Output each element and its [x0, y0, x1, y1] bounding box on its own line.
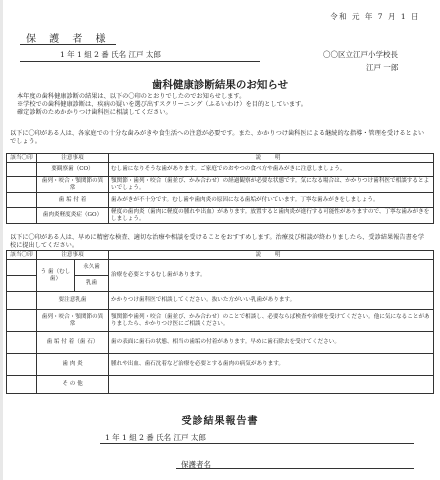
- table-row: [7, 310, 434, 332]
- item-cell: そ の 他: [37, 376, 109, 394]
- item-cell: 歯列・咬合・顎関節の異常: [37, 177, 109, 193]
- section1-instructions: 以下に〇印がある人は、各家庭での十分な歯みがきや食生活への注意が必要です。また、かかりつけ歯科医による継続的な指導・管理を受けるとよいでしょう。: [10, 130, 425, 146]
- check-cell[interactable]: [7, 354, 37, 376]
- header-check: 該当〇印: [7, 251, 37, 260]
- header-check: 該当〇印: [7, 154, 37, 163]
- check-cell[interactable]: [7, 292, 37, 310]
- table-row: [7, 260, 434, 276]
- page-fold-shadow: [0, 0, 3, 480]
- check-cell[interactable]: [7, 260, 37, 276]
- desc-cell: 顎関節や歯列・咬合（歯並び、かみ合わせ）のことで相談し、必要ならば検査や治療を受けてください。他に気になることがありましたら、かかりつけ医にご相談ください。: [109, 310, 434, 332]
- table-row: [7, 292, 434, 310]
- item-cell: 歯 肉 炎: [37, 354, 109, 376]
- item-cell: 要注意乳歯: [37, 292, 109, 310]
- item-cell: 要観察歯（CO）: [37, 163, 109, 177]
- item-cell: 歯列・咬合・顎関節の異常: [37, 310, 109, 332]
- check-cell[interactable]: [7, 276, 37, 292]
- section1-table: [6, 153, 434, 224]
- principal-name: 江戸 一郎: [366, 63, 399, 72]
- document-date: 令和 元 年 7 月 1 日: [330, 12, 420, 21]
- table-row: [7, 193, 434, 208]
- student-class-line: 1 年 1 組 2 番 氏名 江戸 太郎: [60, 50, 161, 59]
- check-cell[interactable]: [7, 193, 37, 208]
- item-cell: 歯 垢 付 着: [37, 193, 109, 208]
- check-cell[interactable]: [7, 332, 37, 354]
- check-cell[interactable]: [7, 163, 37, 177]
- desc-cell: 治療を必要とするむし歯があります。: [109, 260, 434, 292]
- addressee: 保 護 者 様: [26, 34, 111, 45]
- section2-instructions: 以下に〇印がある人は、早めに精密な検査、適切な治療や相談を受けることをおすすめします。治療及び相談が終わりましたら、受診結果報告書を学校に提出してください。: [10, 234, 425, 250]
- guardian-name-line[interactable]: [176, 468, 414, 469]
- check-cell[interactable]: [7, 310, 37, 332]
- table-row: [7, 177, 434, 193]
- table-row: [7, 376, 434, 394]
- check-cell[interactable]: [7, 376, 37, 394]
- group-cell: う 歯（むし歯）: [37, 260, 75, 292]
- class-line-underline: [20, 61, 260, 62]
- desc-cell: 軽度の歯肉炎（歯肉に軽度の腫れや出血）があります。放置すると歯肉炎が進行する可能性がありますので、丁寧な歯みがきをしましょう。: [109, 208, 434, 224]
- table-row: [7, 208, 434, 224]
- section2-table: [6, 250, 434, 394]
- header-item: 注意事項: [37, 251, 109, 260]
- intro-line: ※学校での歯科健康診断は、疾病の疑いを選び出すスクリーニング（ふるいわけ）を目的としています。: [17, 101, 307, 108]
- notice-title: 歯科健康診断結果のお知らせ: [151, 79, 289, 91]
- item-cell: 乳歯: [75, 276, 109, 292]
- table-row: [7, 332, 434, 354]
- desc-cell: 歯の表面に歯石の状態、相当の歯垢の付着があります。早めに歯石除去を受けてください。: [109, 332, 434, 354]
- item-cell: 永久歯: [75, 260, 109, 276]
- check-cell[interactable]: [7, 177, 37, 193]
- table-row: [7, 163, 434, 177]
- addressee-underline: [20, 44, 116, 45]
- item-cell: 歯 垢 付 着（歯 石）: [37, 332, 109, 354]
- intro-line: 本年度の歯科健康診断の結果は、以下の〇印のとおりでしたのでお知らせします。: [17, 93, 246, 100]
- report-class-line: 1 年 1 組 2 番 氏名 江戸 太郎: [105, 433, 206, 442]
- intro-line: 確定診断のためかかりつけ歯科医に相談してください。: [17, 109, 172, 116]
- report-title: 受診結果報告書: [181, 416, 259, 427]
- desc-cell: 歯みがきが不十分です。むし歯や歯肉炎の原因になる歯垢が付いています。丁寧な歯みがきをしましょう。: [109, 193, 434, 208]
- desc-cell: 腫れや出血、歯石沈着など治療を必要とする歯肉の病気があります。: [109, 354, 434, 376]
- header-item: 注意事項: [37, 154, 109, 163]
- header-description: 説 明: [109, 154, 434, 163]
- school-name: 〇〇区立江戸小学校長: [323, 50, 398, 59]
- desc-cell: むし歯になりそうな歯があります。ご家庭でのおやつの食べ方や歯みがきに注意しましょう。: [109, 163, 434, 177]
- desc-cell: [109, 376, 434, 394]
- table-row: [7, 354, 434, 376]
- item-cell: 歯肉炎軽度炎症（GO）: [37, 208, 109, 224]
- desc-cell: かかりつけ歯科医で相談してください。抜いた方がいい乳歯があります。: [109, 292, 434, 310]
- desc-cell: 顎関節・歯列・咬合（歯並び、かみ合わせ）の経過観察が必要な状態です。気になる場合は、かかりつけ歯科医で相談するとよいでしょう。: [109, 177, 434, 193]
- report-class-underline: [100, 443, 414, 444]
- guardian-name-label: 保護者名: [181, 460, 211, 469]
- header-description: 説 明: [109, 251, 434, 260]
- check-cell[interactable]: [7, 208, 37, 224]
